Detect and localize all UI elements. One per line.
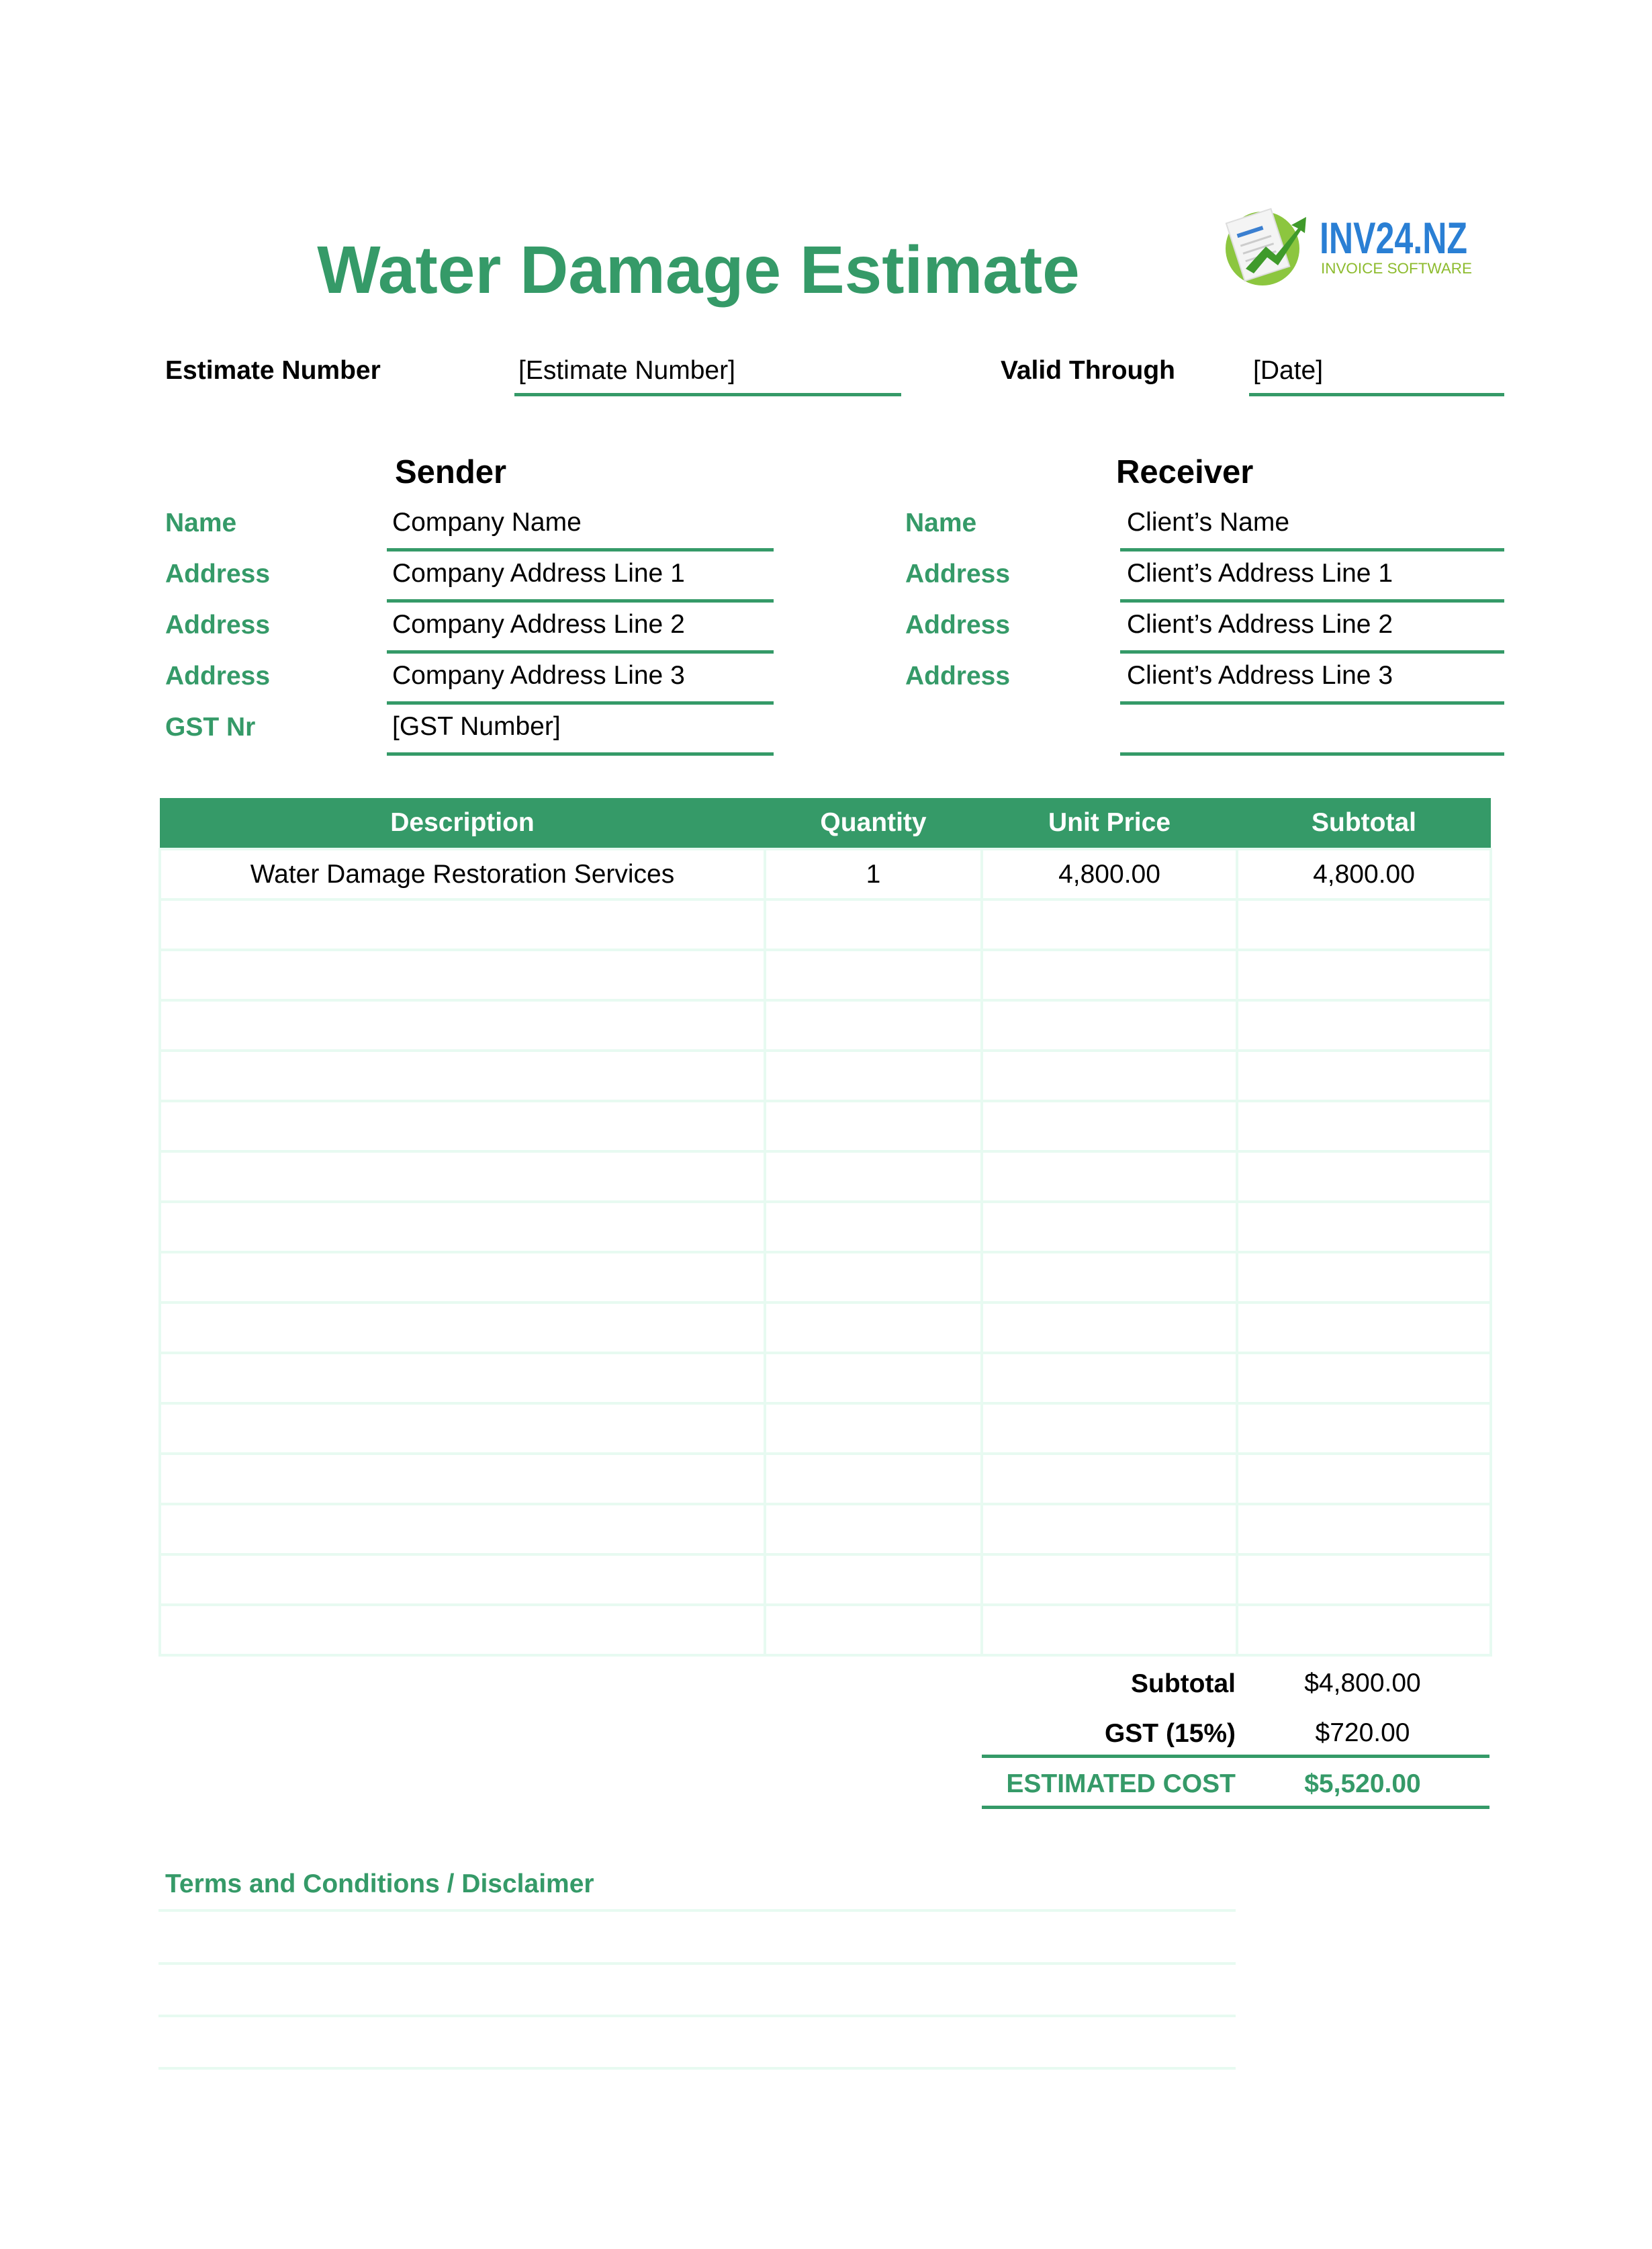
cell-description[interactable]	[160, 1101, 765, 1151]
field-underline	[387, 650, 774, 654]
column-header-description: Description	[160, 798, 765, 849]
cell-unit-price[interactable]	[982, 1101, 1237, 1151]
cell-subtotal[interactable]	[1237, 1000, 1491, 1051]
cell-description[interactable]	[160, 1454, 765, 1504]
field-underline	[387, 548, 774, 552]
logo-tagline: INVOICE SOFTWARE	[1321, 260, 1472, 277]
cell-quantity[interactable]	[765, 1454, 982, 1504]
sender-address-1-value[interactable]: Company Address Line 1	[392, 559, 685, 588]
terms-line	[158, 2067, 1236, 2070]
cell-quantity[interactable]	[765, 1000, 982, 1051]
cell-description[interactable]	[160, 1000, 765, 1051]
estimate-number-field[interactable]: [Estimate Number]	[518, 356, 735, 385]
estimated-cost-label: ESTIMATED COST	[1006, 1769, 1236, 1798]
estimated-cost-value: $5,520.00	[1304, 1769, 1421, 1798]
invoice-growth-arrow-icon	[1219, 198, 1501, 285]
receiver-name-label: Name	[905, 509, 977, 537]
subtotal-value: $4,800.00	[1304, 1669, 1421, 1697]
cell-quantity[interactable]	[765, 899, 982, 950]
gst-label: GST (15%)	[1104, 1719, 1236, 1748]
cell-unit-price[interactable]	[982, 1202, 1237, 1252]
cell-quantity[interactable]: 1	[765, 849, 982, 899]
sender-heading: Sender	[395, 454, 507, 490]
cell-quantity[interactable]	[765, 1051, 982, 1101]
table-header-row	[160, 798, 1491, 849]
receiver-address-2-value[interactable]: Client’s Address Line 2	[1127, 610, 1393, 639]
terms-line	[158, 1909, 1236, 1912]
table-row	[160, 1454, 1491, 1504]
field-underline	[387, 599, 774, 603]
table-row	[160, 1403, 1491, 1454]
cell-subtotal[interactable]	[1237, 1202, 1491, 1252]
cell-subtotal[interactable]	[1237, 1252, 1491, 1303]
cell-unit-price[interactable]	[982, 1353, 1237, 1403]
sender-address-2-value[interactable]: Company Address Line 2	[392, 610, 685, 639]
cell-quantity[interactable]	[765, 1605, 982, 1655]
cell-unit-price[interactable]	[982, 1252, 1237, 1303]
cell-quantity[interactable]	[765, 950, 982, 1000]
cell-quantity[interactable]	[765, 1101, 982, 1151]
cell-description[interactable]	[160, 1252, 765, 1303]
cell-subtotal[interactable]	[1237, 1101, 1491, 1151]
receiver-address-3-label: Address	[905, 662, 1011, 691]
cell-unit-price[interactable]	[982, 1454, 1237, 1504]
cell-subtotal[interactable]	[1237, 1605, 1491, 1655]
cell-subtotal[interactable]	[1237, 1554, 1491, 1605]
cell-subtotal[interactable]	[1237, 1454, 1491, 1504]
document-title: Water Damage Estimate	[317, 232, 1080, 308]
sender-address-2-label: Address	[165, 611, 271, 640]
cell-subtotal[interactable]	[1237, 1303, 1491, 1353]
cell-quantity[interactable]	[765, 1252, 982, 1303]
cell-subtotal[interactable]	[1237, 1051, 1491, 1101]
cell-unit-price[interactable]: 4,800.00	[982, 849, 1237, 899]
column-header-unit-price: Unit Price	[982, 798, 1237, 849]
cell-unit-price[interactable]	[982, 1504, 1237, 1554]
table-row	[160, 1353, 1491, 1403]
items-table-body	[160, 849, 1491, 1655]
sender-name-label: Name	[165, 509, 237, 537]
cell-subtotal[interactable]	[1237, 899, 1491, 950]
gst-value: $720.00	[1315, 1718, 1410, 1747]
field-underline	[1120, 599, 1504, 603]
cell-description[interactable]	[160, 1403, 765, 1454]
sender-address-3-label: Address	[165, 662, 271, 691]
cell-subtotal[interactable]	[1237, 1353, 1491, 1403]
cell-quantity[interactable]	[765, 1303, 982, 1353]
receiver-address-2-label: Address	[905, 611, 1011, 640]
valid-through-underline	[1249, 393, 1504, 396]
items-table	[158, 798, 1492, 1657]
cell-unit-price[interactable]	[982, 1151, 1237, 1202]
table-row	[160, 1504, 1491, 1554]
table-row	[160, 1000, 1491, 1051]
cell-description[interactable]	[160, 1353, 765, 1403]
table-row	[160, 1202, 1491, 1252]
cell-subtotal[interactable]: 4,800.00	[1237, 849, 1491, 899]
cell-unit-price[interactable]	[982, 899, 1237, 950]
table-row	[160, 1101, 1491, 1151]
sender-address-1-label: Address	[165, 560, 271, 588]
totals-divider-bottom	[982, 1806, 1489, 1809]
cell-description[interactable]	[160, 1504, 765, 1554]
terms-entry-3[interactable]	[165, 2027, 1226, 2061]
table-row	[160, 899, 1491, 950]
cell-subtotal[interactable]	[1237, 950, 1491, 1000]
terms-entry-1[interactable]	[165, 1923, 1226, 1956]
cell-description[interactable]	[160, 1303, 765, 1353]
cell-unit-price[interactable]	[982, 1051, 1237, 1101]
cell-subtotal[interactable]	[1237, 1403, 1491, 1454]
sender-gst-value[interactable]: [GST Number]	[392, 712, 561, 741]
cell-unit-price[interactable]	[982, 950, 1237, 1000]
cell-description[interactable]	[160, 950, 765, 1000]
sender-gst-label: GST Nr	[165, 713, 256, 742]
receiver-address-3-value[interactable]: Client’s Address Line 3	[1127, 661, 1393, 690]
terms-line	[158, 2015, 1236, 2017]
field-underline	[1120, 650, 1504, 654]
valid-through-field[interactable]: [Date]	[1253, 356, 1324, 385]
cell-description[interactable]	[160, 1202, 765, 1252]
cell-description[interactable]	[160, 1554, 765, 1605]
receiver-address-1-value[interactable]: Client’s Address Line 1	[1127, 559, 1393, 588]
estimate-number-underline	[514, 393, 901, 396]
cell-subtotal[interactable]	[1237, 1504, 1491, 1554]
estimate-number-label: Estimate Number	[165, 356, 381, 385]
cell-unit-price[interactable]	[982, 1605, 1237, 1655]
valid-through-label: Valid Through	[1001, 356, 1175, 385]
cell-description[interactable]: Water Damage Restoration Services	[160, 849, 765, 899]
totals-divider-top	[982, 1755, 1489, 1758]
sender-name-value[interactable]: Company Name	[392, 508, 582, 537]
table-row	[160, 1051, 1491, 1101]
cell-unit-price[interactable]	[982, 1554, 1237, 1605]
cell-subtotal[interactable]	[1237, 1151, 1491, 1202]
subtotal-label: Subtotal	[1131, 1669, 1236, 1698]
field-underline	[1120, 548, 1504, 552]
sender-address-3-value[interactable]: Company Address Line 3	[392, 661, 685, 690]
field-underline	[387, 752, 774, 756]
column-header-subtotal: Subtotal	[1237, 798, 1491, 849]
company-logo	[1219, 198, 1501, 285]
receiver-heading: Receiver	[1116, 454, 1254, 490]
cell-description[interactable]	[160, 1151, 765, 1202]
table-row	[160, 1303, 1491, 1353]
cell-quantity[interactable]	[765, 1202, 982, 1252]
cell-unit-price[interactable]	[982, 1000, 1237, 1051]
cell-description[interactable]	[160, 899, 765, 950]
field-underline	[1120, 752, 1504, 756]
logo-wordmark: INV24.NZ	[1320, 213, 1467, 263]
table-row	[160, 1252, 1491, 1303]
receiver-address-1-label: Address	[905, 560, 1011, 588]
table-row	[160, 950, 1491, 1000]
cell-unit-price[interactable]	[982, 1303, 1237, 1353]
table-row	[160, 1151, 1491, 1202]
field-underline	[387, 701, 774, 705]
cell-unit-price[interactable]	[982, 1403, 1237, 1454]
table-row	[160, 849, 1491, 899]
terms-entry-2[interactable]	[165, 1975, 1226, 2009]
cell-quantity[interactable]	[765, 1403, 982, 1454]
terms-line	[158, 1962, 1236, 1965]
cell-quantity[interactable]	[765, 1554, 982, 1605]
receiver-name-value[interactable]: Client’s Name	[1127, 508, 1290, 537]
table-row	[160, 1605, 1491, 1655]
cell-description[interactable]	[160, 1605, 765, 1655]
cell-quantity[interactable]	[765, 1353, 982, 1403]
terms-heading: Terms and Conditions / Disclaimer	[165, 1869, 594, 1898]
cell-description[interactable]	[160, 1051, 765, 1101]
field-underline	[1120, 701, 1504, 705]
column-header-quantity: Quantity	[765, 798, 982, 849]
table-row	[160, 1554, 1491, 1605]
cell-quantity[interactable]	[765, 1151, 982, 1202]
cell-quantity[interactable]	[765, 1504, 982, 1554]
